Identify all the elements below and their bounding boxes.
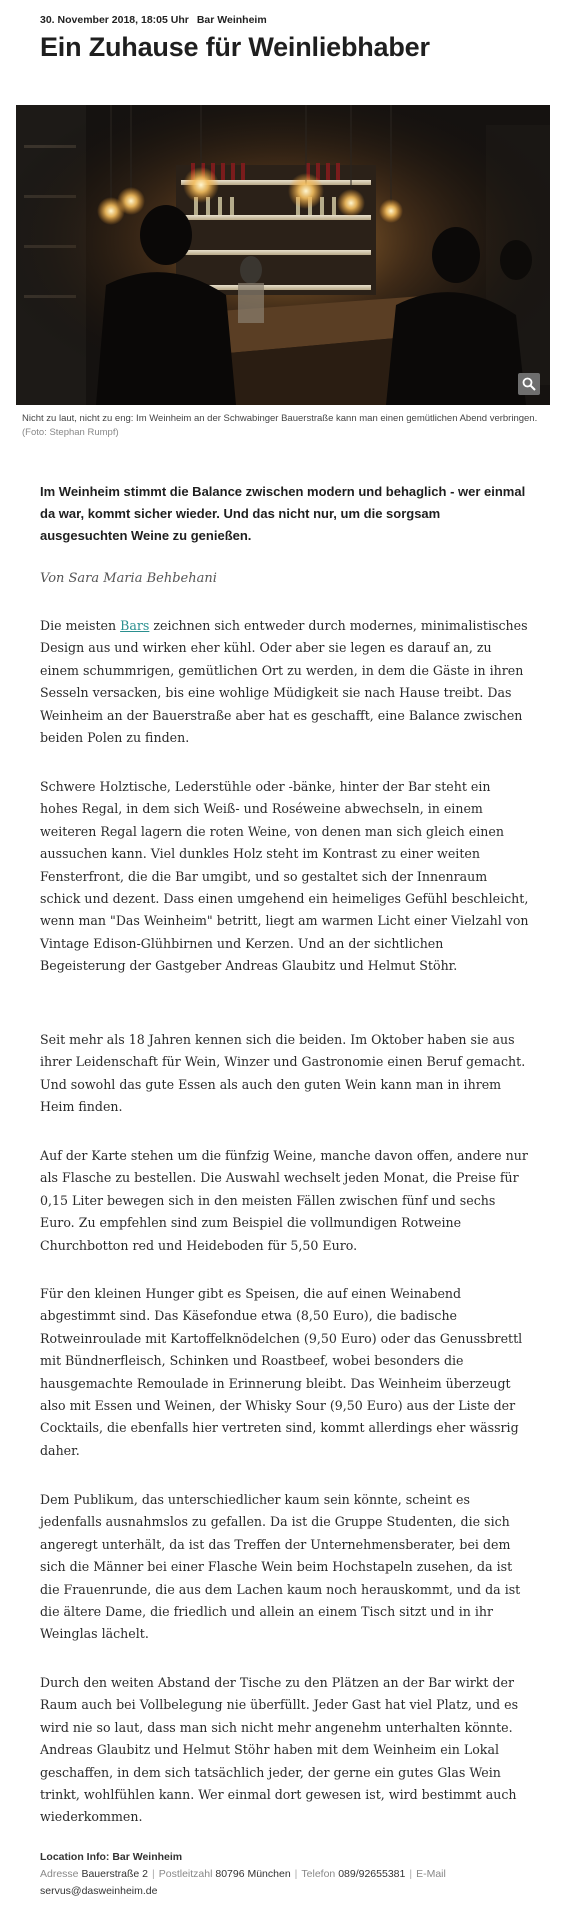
location-details: Adresse Bauerstraße 2 | Postleitzahl 80796 München | Telefon 089/92655381 | E-Mail servus@dasweinheim.de: [40, 1868, 446, 1897]
caption-text: Nicht zu laut, nicht zu eng: Im Weinheim an der Schwabinger Bauerstraße kann man einen gemütlichen Abend verbringen.: [22, 413, 538, 424]
email-label: E-Mail: [416, 1868, 446, 1880]
address-label: Adresse: [40, 1868, 79, 1880]
publish-date: 30. November 2018, 18:05 Uhr: [40, 14, 189, 26]
paragraph-2: Schwere Holztische, Lederstühle oder -bänke, hinter der Bar steht ein hohes Regal, in dem sich Weiß- und Roséweine abwechseln, in einem weiteren Regal lagern die roten Weine, von denen man sich gleich einen aussuchen kann. Viel dunkles Holz steht im Kontrast zu einer weiten Fensterfront, die die Bar umgibt, und so gestaltet sich der Innenraum schick und dezent. Dass einen umgehend ein heimeliges Gefühl beschleicht, wenn man "Das Weinheim" betritt, liegt am warmen Licht einer Vielzahl von Vintage Edison-Glühbirnen und Kerzen. Und an der sichtlichen Begeisterung der Gastgeber Andreas Glaubitz und Helmut Stöhr.: [40, 779, 529, 974]
article-title: Ein Zuhause für Weinliebhaber: [40, 32, 430, 62]
paragraph-3: Seit mehr als 18 Jahren kennen sich die beiden. Im Oktober haben sie aus ihrer Leidenschaft für Wein, Winzer und Gastronomie einen Beruf gemacht. Und sowohl das gute Essen als auch den guten Wein kann man in ihrem Heim finden.: [40, 1032, 526, 1115]
paragraph-6: Dem Publikum, das unterschiedlicher kaum sein könnte, scheint es jedenfalls ausnahmslos zu gefallen. Da ist die Gruppe Studenten, die sich angeregt unterhält, da ist das Treffen der Unternehmensberater, bei dem sich die Männer bei einer Flasche Wein beim Hochstapeln zusehen, da ist die Frauenrunde, die aus dem Lachen kaum noch herauskommt, und da ist die ältere Dame, die friedlich und allein an einem Tisch sitzt und in ihr Weinglas lächelt.: [40, 1492, 521, 1642]
hero-image[interactable]: [16, 105, 550, 405]
postal-label: Postleitzahl: [158, 1868, 213, 1880]
image-caption: [22, 412, 542, 440]
location-info: [40, 1849, 540, 1900]
article-lead: Im Weinheim stimmt die Balance zwischen modern und behaglich - wer einmal da war, kommt sicher wieder. Und das nicht nur, um die sorgsam ausgesuchten Weine zu genießen.: [40, 484, 526, 543]
email-value[interactable]: servus@dasweinheim.de: [40, 1885, 158, 1897]
author-byline: Von Sara Maria Behbehani: [40, 571, 217, 586]
paragraph-1-rest: zeichnen sich entweder durch modernes, minimalistisches Design aus und wirken eher kühl. Oder aber sie legen es darauf an, zu einem schummrigen, gemütlichen Ort zu werden, in dem die Gäste in ihren Sesseln versacken, bis eine wohlige Müdigkeit sie nach Hause treibt. Das Weinheim an der Bauerstraße aber hat es geschafft, eine Balance zwischen beiden Polen zu finden.: [40, 618, 528, 746]
zoom-button[interactable]: [518, 373, 540, 395]
photo-credit: (Foto: Stephan Rumpf): [22, 427, 119, 438]
location-title: Location Info: Bar Weinheim: [40, 1851, 183, 1863]
phone-value[interactable]: 089/92655381: [338, 1868, 406, 1880]
bars-link[interactable]: Bars: [120, 618, 150, 633]
article-meta: [40, 14, 267, 26]
postal-value: 80796 München: [215, 1868, 291, 1880]
paragraph-1: [40, 615, 530, 749]
magnifier-icon: [522, 377, 536, 391]
paragraph-4: Auf der Karte stehen um die fünfzig Weine, manche davon offen, andere nur als Flasche zu bestellen. Die Auswahl wechselt jeden Monat, die Preise für 0,15 Liter bewegen sich in den meisten Fällen zwischen fünf und sechs Euro. Zu empfehlen sind zum Beispiel die vollmundigen Rotweine Churchbotton red und Heideboden für 5,50 Euro.: [40, 1148, 528, 1253]
section-label: Bar Weinheim: [196, 14, 267, 26]
phone-label: Telefon: [301, 1868, 336, 1880]
paragraph-5: Für den kleinen Hunger gibt es Speisen, die auf einen Weinabend abgestimmt sind. Das Käsefondue etwa (8,50 Euro), die badische Rotweinroulade mit Kartoffelknödelchen (9,50 Euro) oder das Genussbrettl mit Bündnerfleisch, Schinken und Roastbeef, wobei besonders die hausgemachte Remoulade in Erinnerung bleibt. Das Weinheim überzeugt also mit Essen und Weinen, der Whisky Sour (9,50 Euro) aus der Liste der Cocktails, die ebenfalls hier vertreten sind, kommt allerdings eher wässrig daher.: [40, 1286, 523, 1458]
address-value: Bauerstraße 2: [81, 1868, 148, 1880]
paragraph-7: Durch den weiten Abstand der Tische zu den Plätzen an der Bar wirkt der Raum auch bei Vollbelegung nie überfüllt. Jeder Gast hat viel Platz, und es wird nie so laut, dass man sich nicht mehr angenehm unterhalten könnte. Andreas Glaubitz und Helmut Stöhr haben mit dem Weinheim ein Lokal geschaffen, in dem sich tatsächlich jeder, der gerne ein gutes Glas Wein trinkt, wohlfühlen kann. Wer einmal dort gewesen ist, wird bestimmt auch wiederkommen.: [40, 1675, 519, 1825]
paragraph-1-start: Die meisten: [40, 618, 121, 633]
bar-photo: [16, 105, 550, 405]
